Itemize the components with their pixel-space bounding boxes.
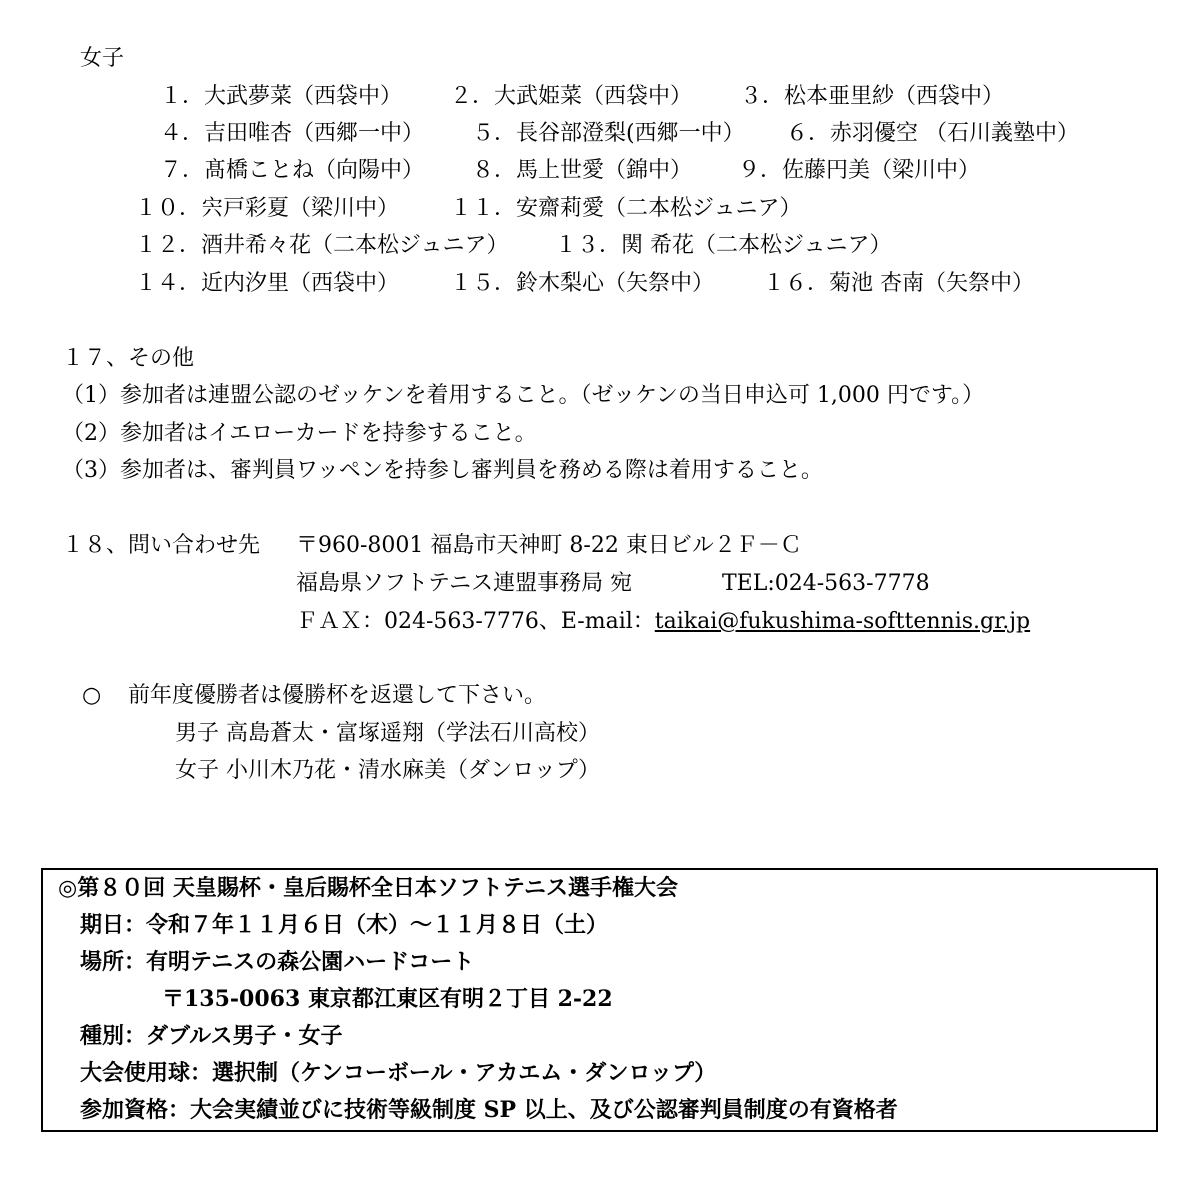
women-entry-7: ７．髙橋ことね（向陽中） bbox=[160, 158, 425, 183]
previous-women: 女子 小川木乃花・清水麻美（ダンロップ） bbox=[175, 758, 600, 783]
previous-bullet: ○ bbox=[82, 683, 102, 708]
notice-venue: 場所：有明テニスの森公園ハードコート bbox=[80, 949, 475, 975]
women-entry-3: ３．松本亜里紗（西袋中） bbox=[740, 84, 1005, 109]
previous-text: 前年度優勝者は優勝杯を返還して下さい。 bbox=[128, 683, 547, 708]
other-item-1: （1）参加者は連盟公認のゼッケンを着用すること。（ゼッケンの当日申込可 1,000 円です。） bbox=[62, 383, 985, 408]
women-entry-6: ６．赤羽優空 （石川義塾中） bbox=[786, 121, 1079, 146]
women-heading: 女子 bbox=[80, 46, 125, 71]
women-entry-14: １４．近内汐里（西袋中） bbox=[135, 271, 400, 296]
contact-email-link[interactable]: taikai@fukushima-softtennis.gr.jp bbox=[654, 609, 1031, 634]
contact-fax-line bbox=[296, 608, 1030, 636]
notice-ball: 大会使用球：選択制（ケンコーボール・アカエム・ダンロップ） bbox=[80, 1060, 717, 1086]
women-entry-1: １．大武夢菜（西袋中） bbox=[160, 84, 403, 109]
contact-tel: TEL:024-563-7778 bbox=[722, 571, 930, 596]
contact-label: １８、問い合わせ先 bbox=[62, 533, 261, 558]
women-entry-5: ５．長谷部澄梨(西郷一中） bbox=[472, 121, 745, 146]
notice-date: 期日：令和７年１１月６日（木）～１１月８日（土） bbox=[80, 912, 609, 938]
women-entry-9: ９．佐藤円美（梁川中） bbox=[738, 158, 981, 183]
notice-eligibility: 参加資格：大会実績並びに技術等級制度 SP 以上、及び公認審判員制度の有資格者 bbox=[80, 1097, 898, 1123]
contact-office: 福島県ソフトテニス連盟事務局 宛 bbox=[296, 571, 633, 596]
women-entry-15: １５．鈴木梨心（矢祭中） bbox=[450, 271, 715, 296]
women-entry-11: １１．安齋莉愛（二本松ジュニア） bbox=[450, 196, 802, 221]
women-entry-13: １３．関 希花（二本松ジュニア） bbox=[555, 233, 892, 258]
notice-title: ◎第８０回 天皇賜杯・皇后賜杯全日本ソフトテニス選手権大会 bbox=[58, 875, 678, 901]
women-entry-8: ８．馬上世愛（錦中） bbox=[472, 158, 693, 183]
notice-venue-address: 〒135-0063 東京都江東区有明２丁目 2-22 bbox=[162, 986, 613, 1012]
contact-fax: ＦＡＸ：024-563-7776、E-mail： bbox=[296, 609, 655, 634]
other-item-3: （3）参加者は、審判員ワッペンを持参し審判員を務める際は着用すること。 bbox=[62, 458, 823, 483]
women-entry-10: １０．宍戸彩夏（梁川中） bbox=[135, 196, 400, 221]
other-heading: １７、その他 bbox=[62, 346, 195, 371]
women-entry-16: １６．菊池 杏南（矢祭中） bbox=[763, 271, 1034, 296]
women-entry-2: ２．大武姫菜（西袋中） bbox=[450, 84, 693, 109]
contact-address: 〒960-8001 福島市天神町 8-22 東日ビル２Ｆ－Ｃ bbox=[296, 533, 802, 558]
other-item-2: （2）参加者はイエローカードを持参すること。 bbox=[62, 421, 537, 446]
previous-men: 男子 高島蒼太・富塚遥翔（学法石川高校） bbox=[175, 721, 600, 746]
notice-category: 種別：ダブルス男子・女子 bbox=[80, 1023, 343, 1049]
women-entry-12: １２．酒井希々花（二本松ジュニア） bbox=[135, 233, 509, 258]
women-entry-4: ４．吉田唯杏（西郷一中） bbox=[160, 121, 425, 146]
